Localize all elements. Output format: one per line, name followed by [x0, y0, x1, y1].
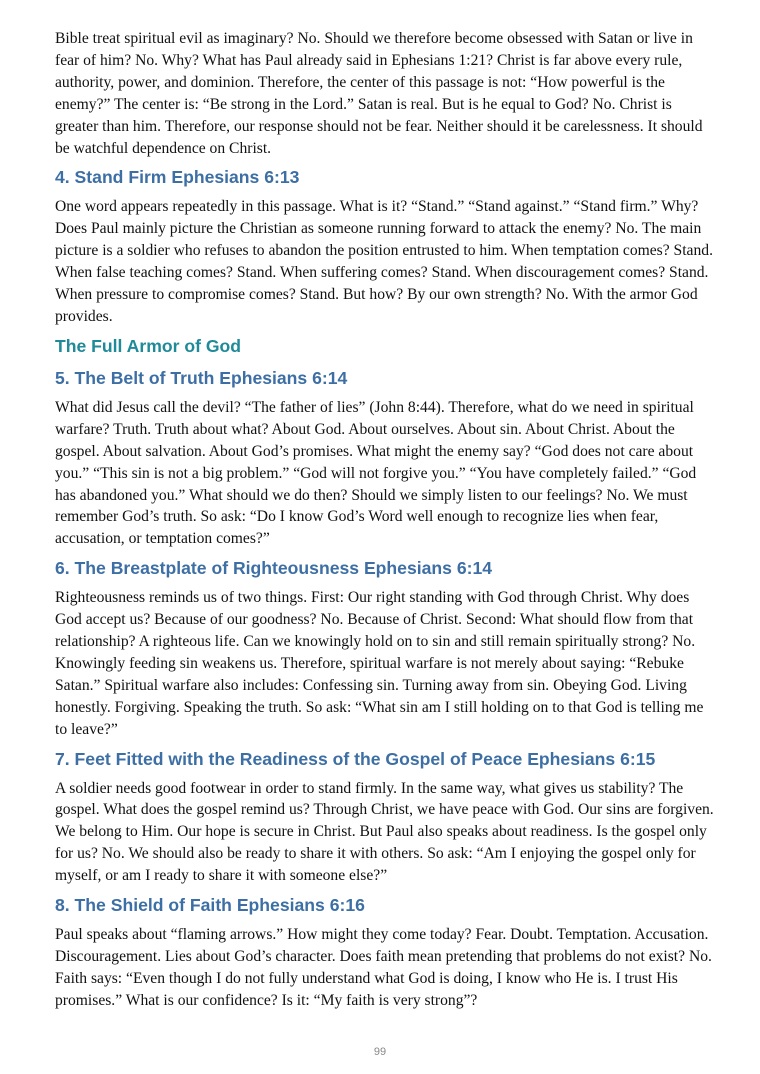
section-heading-feet-fitted: 7. Feet Fitted with the Readiness of the Gospel of Peace Ephesians 6:15 [55, 748, 656, 769]
section-heading-belt-of-truth: 5. The Belt of Truth Ephesians 6:14 [55, 367, 348, 388]
section-heading-shield-of-faith: 8. The Shield of Faith Ephesians 6:16 [55, 895, 365, 916]
section-paragraph-shield-of-faith: Paul speaks about “flaming arrows.” How might they come today? Fear. Doubt. Temptation. Accusation. Discouragement. Lies about God’s character. Does faith mean pretending that problems do not exist? No. Faith says: “Even though I do not fully understand what God is doing, I know who He is. I trust His promises.” What is our confidence? Is it: “My faith is very strong”? [55, 926, 712, 1009]
section-paragraph-feet-fitted: A soldier needs good footwear in order to stand firmly. In the same way, what gives us stability? The gospel. What does the gospel remind us? Through Christ, we have peace with God. Our sins are forgiven. We belong to Him. Our hope is secure in Christ. But Paul also speaks about readiness. Is the gospel only for us? No. We should also be ready to share it with others. So ask: “Am I enjoying the gospel only for myself, or am I ready to share it with someone else?” [55, 779, 714, 885]
section-heading-stand-firm: 4. Stand Firm Ephesians 6:13 [55, 167, 300, 188]
section-paragraph-stand-firm: One word appears repeatedly in this passage. What is it? “Stand.” “Stand against.” “Stand firm.” Why? Does Paul mainly picture the Christian as someone running forward to attack the enemy? No. The main picture is a soldier who refuses to abandon the position entrusted to him. When temptation comes? Stand. When false teaching comes? Stand. When suffering comes? Stand. When discouragement comes? Stand. When pressure to compromise comes? Stand. But how? By our own strength? No. With the armor God provides. [55, 198, 713, 325]
document-page [55, 28, 715, 1012]
section-heading-full-armor: The Full Armor of God [55, 335, 242, 356]
section-heading-breastplate: 6. The Breastplate of Righteousness Ephesians 6:14 [55, 558, 493, 579]
intro-paragraph: Bible treat spiritual evil as imaginary? No. Should we therefore become obsessed with Satan or live in fear of him? No. Why? What has Paul already said in Ephesians 1:21? Christ is far above every rule, authority, power, and dominion. Therefore, the center of this passage is not: “How powerful is the enemy?” The center is: “Be strong in the Lord.” Satan is real. But is he equal to God? No. Christ is greater than him. Therefore, our response should not be fear. Neither should it be carelessness. It should be watchful dependence on Christ. [55, 30, 703, 157]
section-paragraph-belt-of-truth: What did Jesus call the devil? “The father of lies” (John 8:44). Therefore, what do we need in spiritual warfare? Truth. Truth about what? About God. About ourselves. About sin. About Christ. About the gospel. About salvation. About God’s promises. What might the enemy say? “God does not care about you.” “This sin is not a big problem.” “God will not forgive you.” “You have completely failed.” “God has abandoned you.” What should we do then? Should we simply listen to our feelings? No. We must remember God’s truth. So ask: “Do I know God’s Word well enough to recognize lies when fear, accusation, or temptation comes?” [55, 398, 697, 548]
page-number: 99 [373, 1046, 387, 1058]
section-paragraph-breastplate: Righteousness reminds us of two things. First: Our right standing with God through Christ. Why does God accept us? Because of our goodness? No. Because of Christ. Second: What should flow from that relationship? A righteous life. Can we knowingly hold on to sin and still remain spiritually strong? No. Knowingly feeding sin weakens us. Therefore, spiritual warfare is not merely about saying: “Rebuke Satan.” Spiritual warfare also includes: Confessing sin. Turning away from sin. Obeying God. Living honestly. Forgiving. Speaking the truth. So ask: “What sin am I still holding on to that God is telling me to leave?” [55, 589, 704, 738]
